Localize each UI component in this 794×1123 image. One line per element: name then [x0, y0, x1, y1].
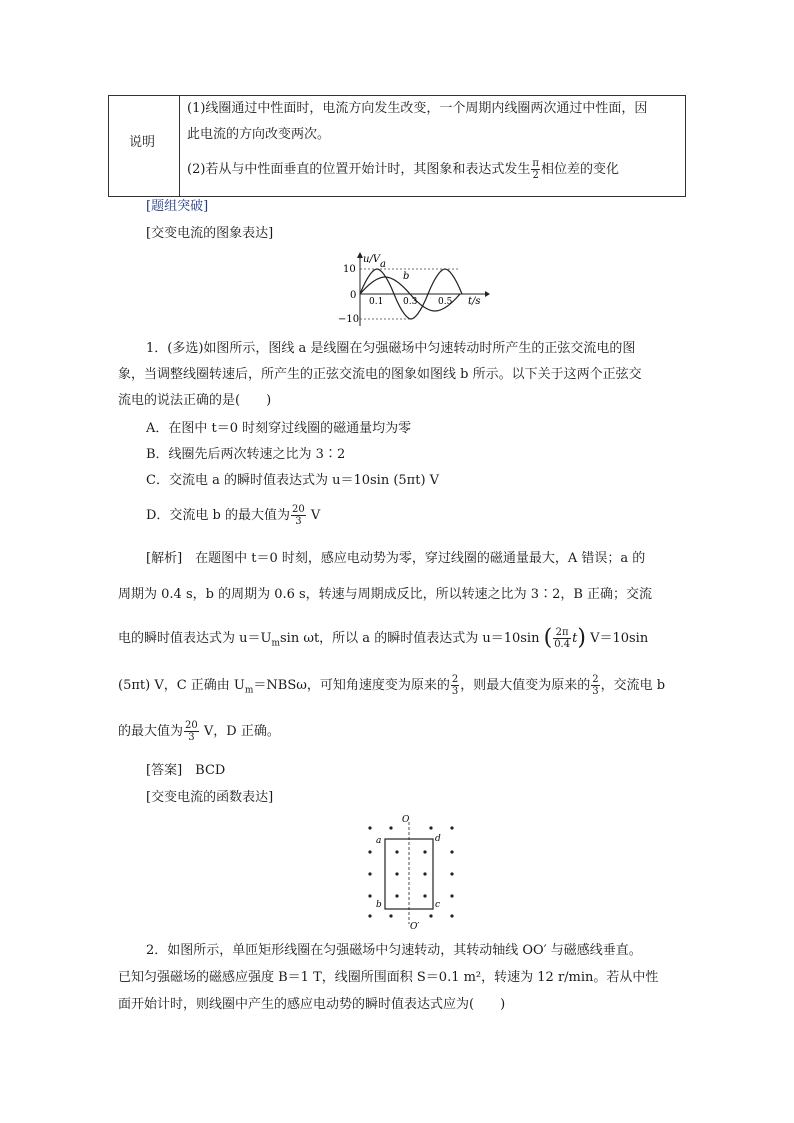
frac-num: 2π [553, 627, 571, 639]
q1-line-2: 象，当调整线圈转速后，所产生的正弦交流电的图象如图线 b 所示。以下关于这两个正弦交 [118, 367, 642, 382]
x-axis-label: t/s [468, 296, 481, 307]
a-l3a: 电的瞬时值表达式为 u＝U [118, 631, 272, 646]
q1-option-d [146, 504, 320, 527]
q2-line-3: 面开始计时，则线圈中产生的感应电动势的瞬时值表达式应为( ) [118, 997, 506, 1012]
frac-den: 3 [295, 516, 302, 527]
table-divider [179, 96, 180, 196]
frac-num: 2 [592, 674, 599, 685]
a-l4b: ＝NBSω，可知角速度变为原来的 [253, 678, 450, 693]
y-tick-0: 0 [350, 290, 357, 301]
label-b: b [376, 900, 382, 910]
subsection-graph: [交变电流的图象表达] [146, 226, 274, 241]
q1-line-1: 1．(多选)如图所示，图线 a 是线圈在匀强磁场中匀速转动时所产生的正弦交流电的图 [146, 341, 636, 356]
x-axis-arrow [485, 291, 490, 297]
q2-line-1: 2．如图所示，单匝矩形线圈在匀强磁场中匀速转动，其转动轴线 OO′ 与磁感线垂直。 [146, 943, 642, 958]
section-title: [题组突破] [146, 199, 209, 214]
frac-den: 3 [188, 732, 195, 743]
a-l3-t: t [572, 631, 578, 646]
frac-den: 2 [532, 170, 539, 181]
a-l4d: ，交流电 b [600, 678, 666, 693]
ac-wave-graph [330, 250, 490, 330]
a-l4sub: m [244, 685, 254, 696]
analysis-line-1: [解析] 在题图中 t＝0 时刻，感应电动势为零，穿过线圈的磁通量最大，A 错误；a 的 [146, 551, 646, 566]
analysis-line-3 [118, 627, 648, 653]
coil-diagram [364, 812, 464, 930]
a-l5b: V，D 正确。 [199, 724, 280, 739]
analysis-line-2: 周期为 0.4 s，b 的周期为 0.6 s，转速与周期成反比，所以转速之比为 3∶2，B 正确；交流 [118, 587, 653, 602]
two-pi-over-0.4-fraction [553, 627, 571, 650]
analysis-line-4 [118, 674, 665, 700]
curve-b-label: b [403, 271, 410, 282]
q1-option-c: C．交流电 a 的瞬时值表达式为 u＝10sin (5πt) V [146, 473, 440, 488]
frac-num: π [532, 158, 539, 169]
frac-den: 0.4 [554, 639, 571, 650]
table-line-1: (1)线圈通过中性面时，电流方向发生改变，一个周期内线圈两次通过中性面，因 [187, 101, 648, 116]
y-tick-10: 10 [343, 264, 356, 275]
x-tick-0.5: 0.5 [438, 297, 453, 307]
frac-num: 20 [292, 504, 305, 515]
optd-post: V [306, 508, 321, 523]
analysis-line-5 [118, 720, 280, 743]
y-tick-neg10: −10 [338, 314, 360, 325]
x-tick-0.1: 0.1 [369, 297, 384, 307]
frac-den: 3 [592, 686, 599, 697]
optd-pre: D．交流电 b 的最大值为 [146, 508, 291, 523]
frac-num: 2 [451, 674, 459, 685]
frac-num: 20 [185, 720, 198, 731]
table-label: 说明 [129, 135, 156, 150]
explanation-table [108, 95, 686, 197]
a-l3sub: m [271, 638, 281, 649]
table-line-3b: 相位差的变化 [541, 162, 620, 177]
table-line-3a: (2)若从与中性面垂直的位置开始计时，其图象和表达式发生 [187, 162, 531, 177]
curve-a-label: a [380, 259, 386, 270]
x-tick-0.3: 0.3 [403, 297, 418, 307]
close-paren: ) [577, 625, 586, 651]
subsection-function: [交变电流的函数表达] [146, 790, 274, 805]
y-axis-label: u/V [363, 254, 381, 265]
open-paren: ( [543, 625, 553, 651]
twenty-thirds [184, 720, 199, 743]
label-d: d [435, 834, 441, 844]
a-l3b: sin ωt，所以 a 的瞬时值表达式为 u＝10sin [280, 631, 540, 646]
a-l3c: V＝10sin [590, 631, 649, 646]
q1-line-3: 流电的说法正确的是( ) [118, 393, 272, 408]
q1-option-b: B．线圈先后两次转速之比为 3∶2 [146, 447, 346, 462]
label-O-prime: O′ [410, 922, 420, 930]
table-line-2: 此电流的方向改变两次。 [187, 127, 331, 142]
optd-fraction [291, 504, 306, 527]
frac-den: 3 [451, 686, 459, 697]
a-l4c: ，则最大值变为原来的 [460, 678, 591, 693]
two-thirds-1 [451, 674, 459, 697]
answer: [答案] BCD [146, 763, 226, 778]
label-O: O [402, 815, 410, 825]
q2-line-2: 已知匀强磁场的磁感应强度 B＝1 T，线圈所围面积 S＝0.1 m²，转速为 12 r/min。若从中性 [118, 970, 659, 985]
two-thirds-2 [591, 674, 599, 697]
pi-over-2-fraction [531, 158, 540, 181]
a-l4a: (5πt) V，C 正确由 U [118, 678, 245, 693]
q1-option-a: A．在图中 t＝0 时刻穿过线圈的磁通量均为零 [146, 421, 412, 436]
label-c: c [435, 900, 441, 910]
label-a: a [376, 836, 382, 846]
a-l5a: 的最大值为 [118, 724, 184, 739]
table-line-3 [187, 158, 619, 181]
